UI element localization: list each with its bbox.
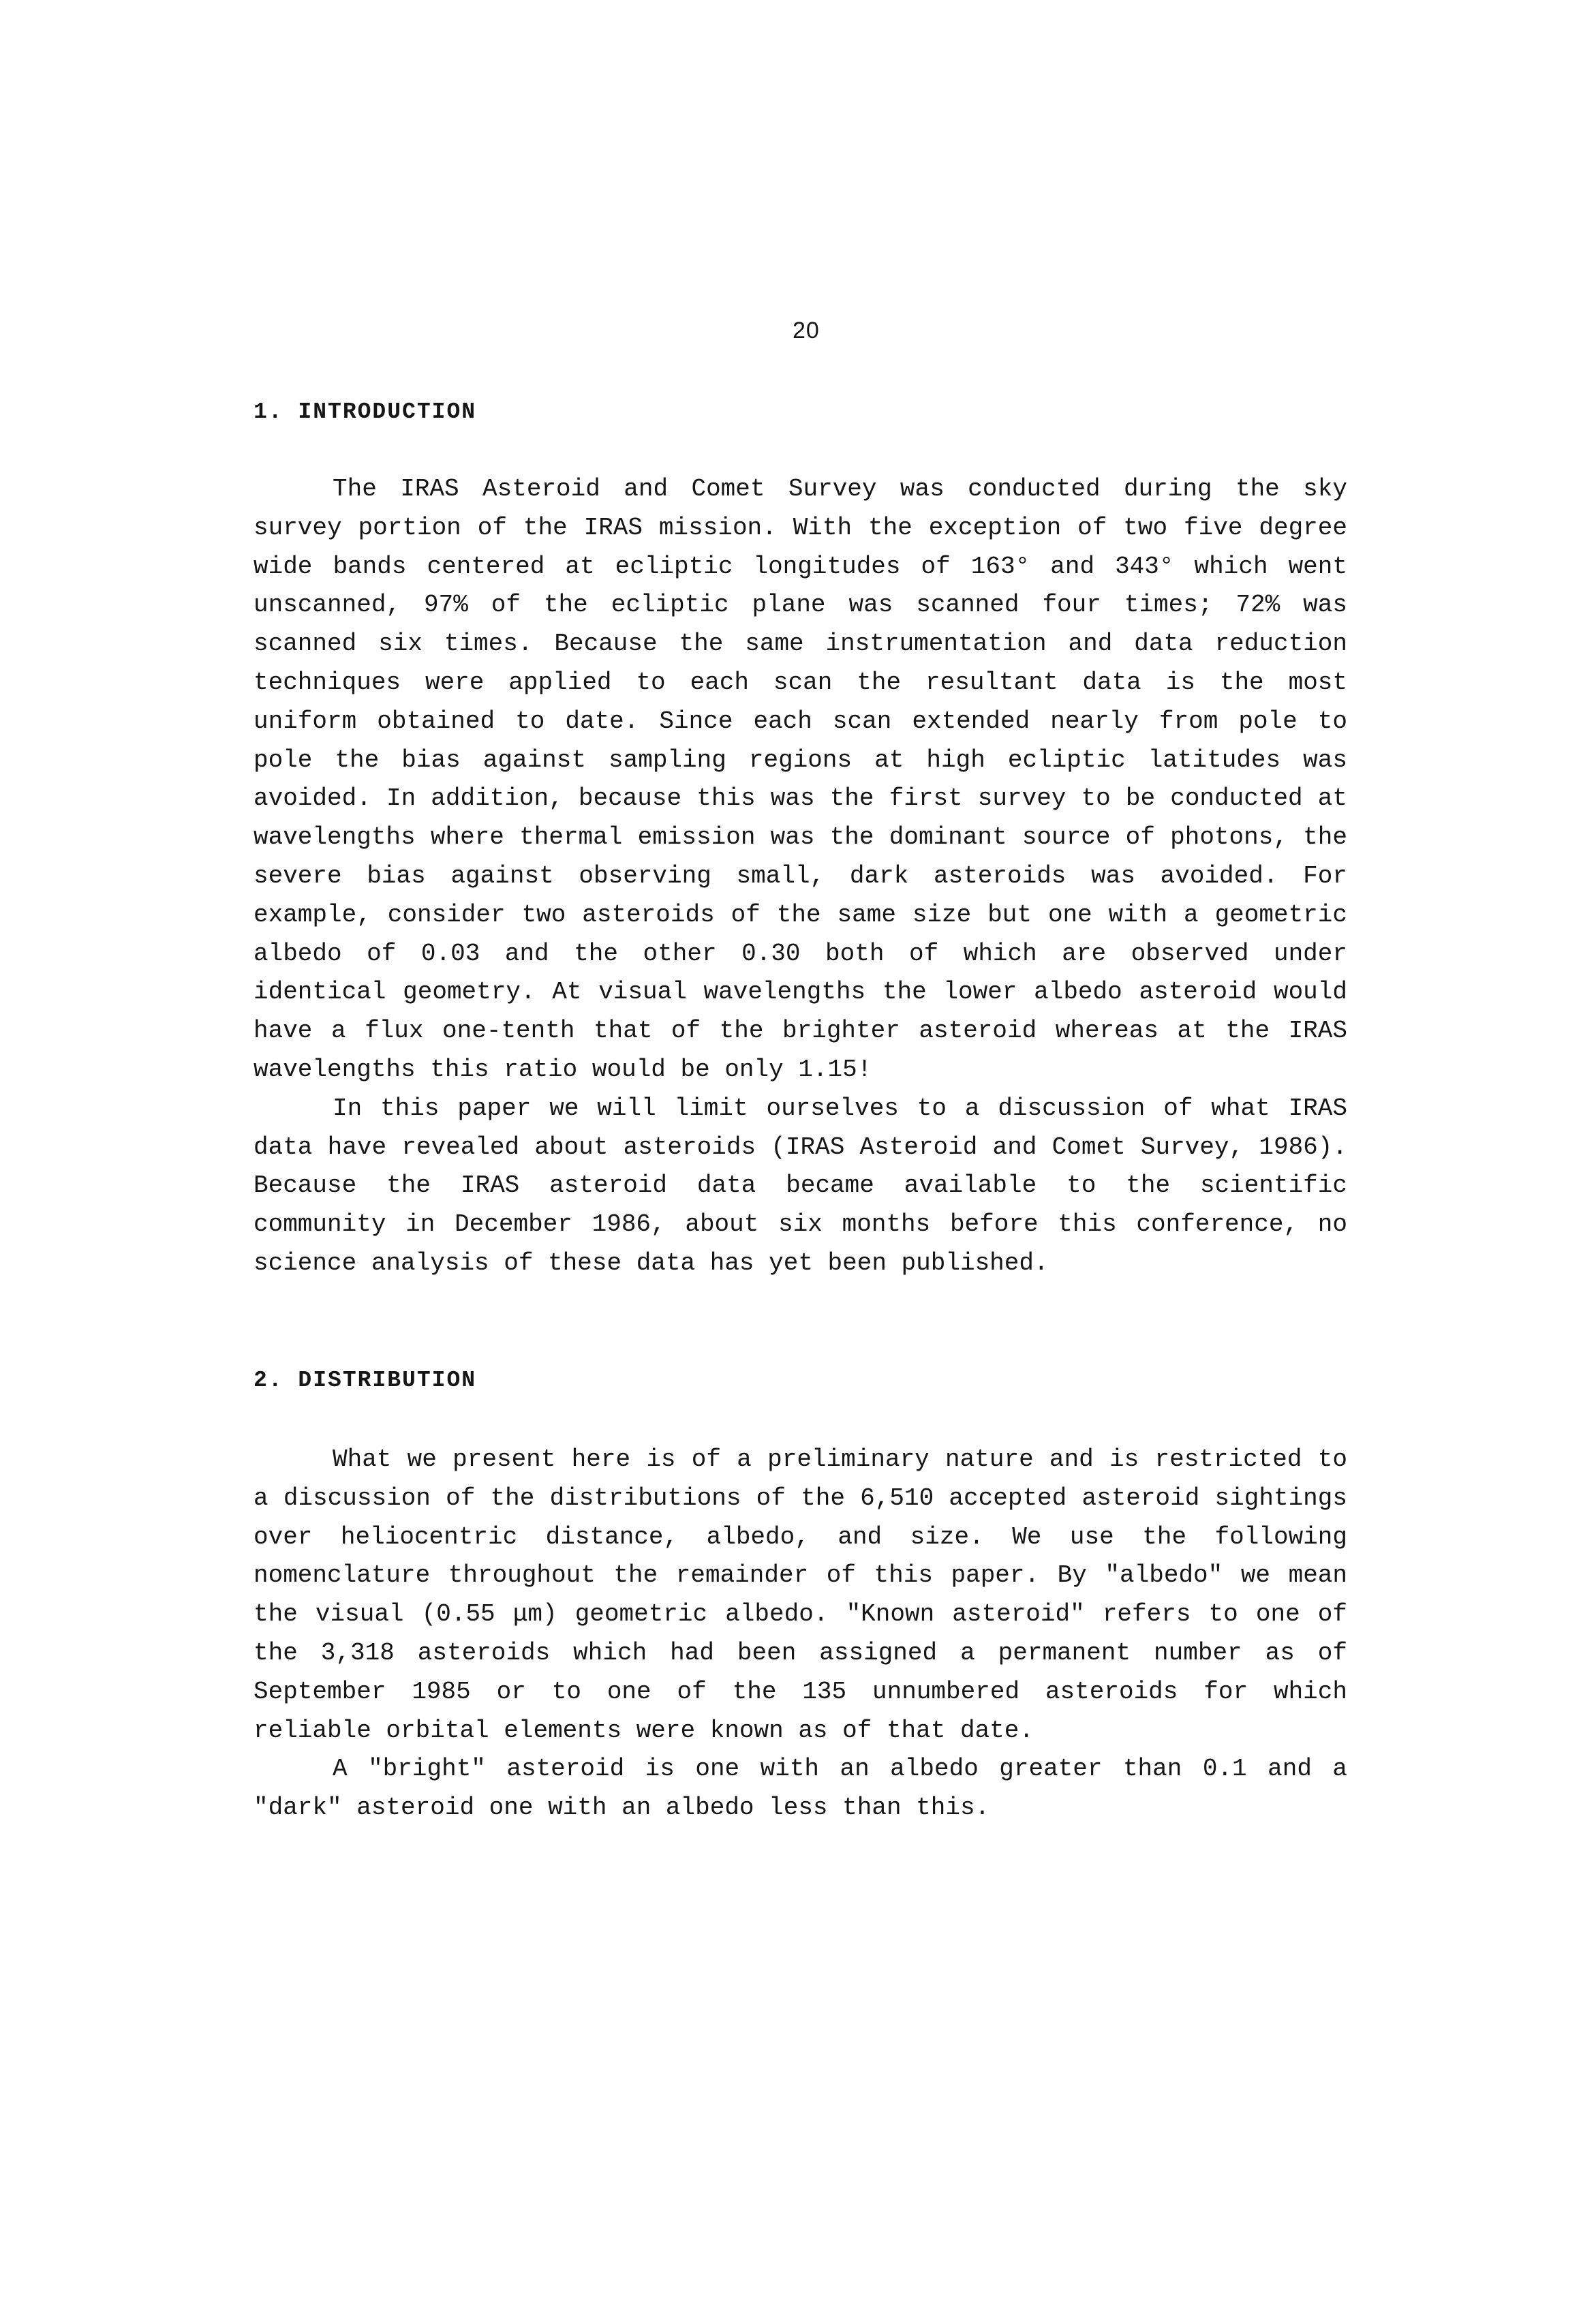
section-body-distribution — [254, 1441, 1347, 1828]
paragraph: A "bright" asteroid is one with an albedo greater than 0.1 and a "dark" asteroid one with an albedo less than this. — [254, 1755, 1347, 1822]
section-body-introduction — [254, 470, 1347, 1283]
paragraph: The IRAS Asteroid and Comet Survey was conducted during the sky survey portion of the IRAS mission. With the exception of two five degree wide bands centered at ecliptic longitudes of 163° and 343° which went unscanned, 97% of the ecliptic plane was scanned four times; 72% was scanned six times. Because the same instrumentation and data reduction techniques were applied to each scan the resultant data is the most uniform obtained to date. Since each scan extended nearly from pole to pole the bias against sampling regions at high ecliptic latitudes was avoided. In addition, because this was the first survey to be conducted at wavelengths where thermal emission was the dominant source of photons, the severe bias against observing small, dark asteroids was avoided. For example, consider two asteroids of the same size but one with a geometric albedo of 0.03 and the other 0.30 both of which are observed under identical geometry. At visual wavelengths the lower albedo asteroid would have a flux one-tenth that of the brighter asteroid whereas at the IRAS wavelengths this ratio would be only 1.15! — [254, 475, 1347, 1084]
paragraph: What we present here is of a preliminary nature and is restricted to a discussion of the distributions of the 6,510 accepted asteroid sightings over heliocentric distance, albedo, and size. We use the following nomenclature throughout the remainder of this paper. By "albedo" we mean the visual (0.55 μm) geometric albedo. "Known asteroid" refers to one of the 3,318 asteroids which had been assigned a permanent number as of September 1985 or to one of the 135 unnumbered asteroids for which reliable orbital elements were known as of that date. — [254, 1445, 1347, 1745]
paragraph: In this paper we will limit ourselves to a discussion of what IRAS data have revealed about asteroids (IRAS Asteroid and Comet Survey, 1986). Because the IRAS asteroid data became available to the scientific community in December 1986, about six months before this conference, no science analysis of these data has yet been published. — [254, 1094, 1347, 1277]
section-heading-distribution: 2. DISTRIBUTION — [254, 1368, 477, 1393]
page-number: 20 — [793, 318, 820, 343]
section-heading-introduction: 1. INTRODUCTION — [254, 399, 477, 425]
